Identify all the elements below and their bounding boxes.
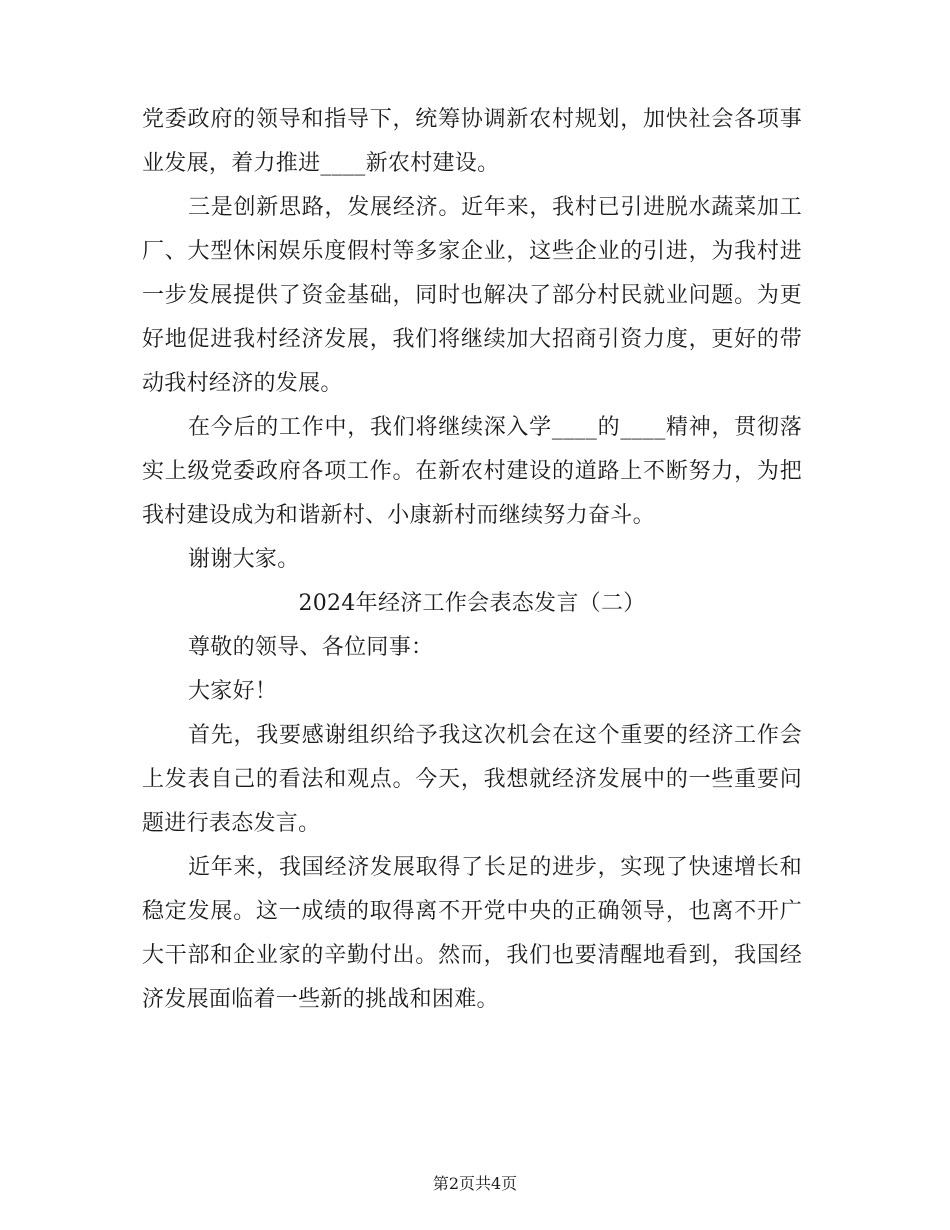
- section-title: 2024年经济工作会表态发言（二）: [298, 591, 646, 616]
- paragraph-continuation: 党委政府的领导和指导下，统筹协调新农村规划，加快社会各项事业发展，着力推进____新农村建设。: [142, 107, 802, 176]
- document-body: [142, 98, 802, 1022]
- paragraph-thanks: 谢谢大家。: [188, 547, 300, 572]
- paragraph-economic-progress: 近年来，我国经济发展取得了长足的进步，实现了快速增长和稳定发展。这一成绩的取得离不开党中央的正确领导，也离不开广大干部和企业家的辛勤付出。然而，我们也要清醒地看到，我国经济发展面临着一些新的挑战和困难。: [142, 855, 802, 1012]
- paragraph-economy: 三是创新思路，发展经济。近年来，我村已引进脱水蔬菜加工厂、大型休闲娱乐度假村等多家企业，这些企业的引进，为我村进一步发展提供了资金基础，同时也解决了部分村民就业问题。为更好地促进我村经济发展，我们将继续加大招商引资力度，更好的带动我村经济的发展。: [142, 195, 802, 396]
- paragraph-opening: 首先，我要感谢组织给予我这次机会在这个重要的经济工作会上发表自己的看法和观点。今天，我想就经济发展中的一些重要问题进行表态发言。: [142, 723, 802, 836]
- page-number: 第2页共4页: [432, 1174, 518, 1193]
- paragraph-future-work: 在今后的工作中，我们将继续深入学____的____精神，贯彻落实上级党委政府各项工作。在新农村建设的道路上不断努力，为把我村建设成为和谐新村、小康新村而继续努力奋斗。: [142, 415, 802, 528]
- paragraph-greeting: 大家好！: [188, 679, 278, 704]
- paragraph-salutation: 尊敬的领导、各位同事：: [188, 635, 434, 660]
